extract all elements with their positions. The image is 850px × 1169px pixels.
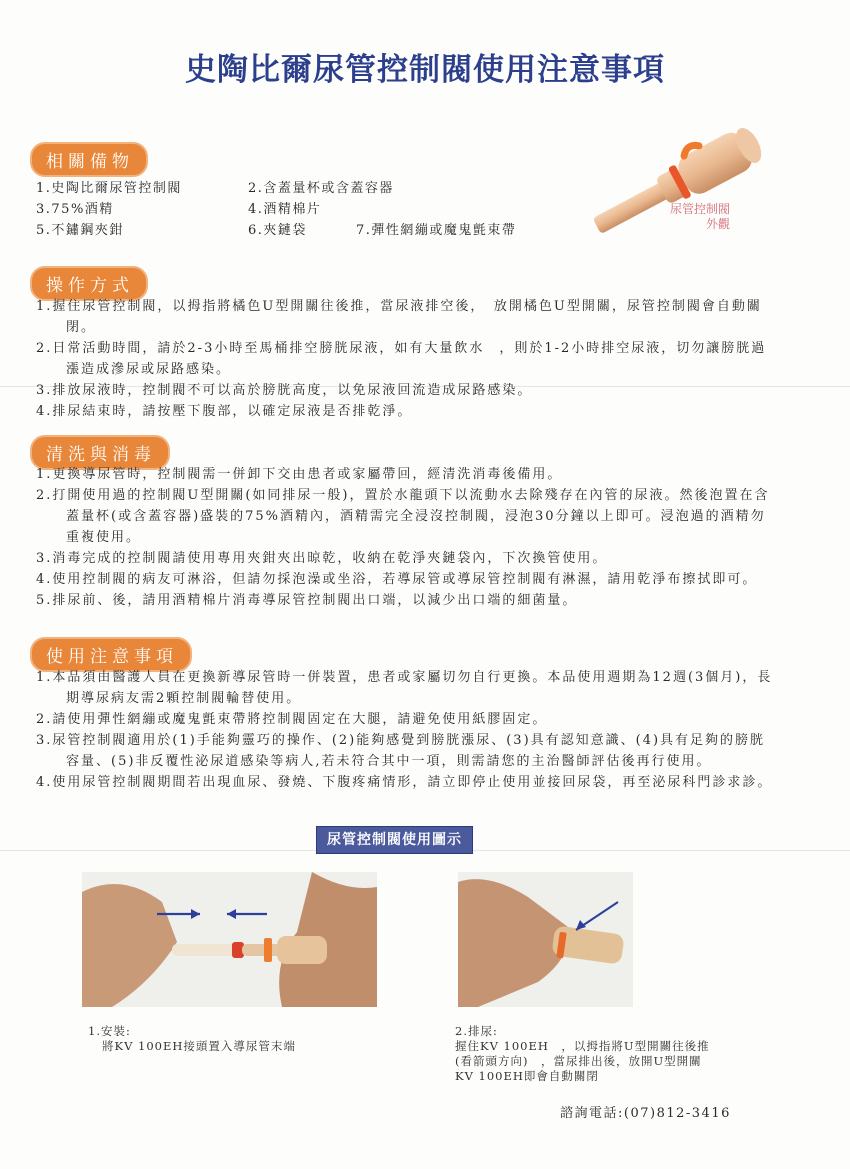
list-item: 4.使用尿管控制閥期間若出現血尿、發燒、下腹疼痛情形，請立即停止使用並接回尿袋，再至泌尿科門診求診。 bbox=[36, 775, 773, 790]
list-item: 4.排尿結束時，請按壓下腹部，以確定尿液是否排乾淨。 bbox=[36, 404, 413, 419]
related-item: 3.75%酒精 bbox=[36, 202, 114, 217]
section-label-cleaning: 清洗與消毒 bbox=[30, 435, 170, 470]
related-item: 6.夾鏈袋 bbox=[248, 223, 307, 238]
list-item: 2.請使用彈性網繃或魔鬼氈束帶將控制閥固定在大腿，請避免使用紙膠固定。 bbox=[36, 712, 548, 727]
related-row bbox=[36, 220, 516, 241]
operation-list bbox=[36, 296, 776, 422]
device-caption-line: 尿管控制閥 bbox=[669, 202, 730, 216]
section-label-notes: 使用注意事項 bbox=[30, 637, 192, 672]
step1-caption bbox=[88, 1024, 296, 1054]
notes-list bbox=[36, 667, 776, 793]
section-label-operation: 操作方式 bbox=[30, 266, 148, 301]
caption-line: 將KV 100EH接頭置入導尿管末端 bbox=[102, 1039, 296, 1053]
device-caption-line: 外觀 bbox=[705, 217, 730, 231]
device-caption bbox=[650, 202, 730, 232]
related-item: 5.不鏽鋼夾鉗 bbox=[36, 223, 124, 238]
consult-phone: 諮詢電話:(07)812-3416 bbox=[560, 1106, 731, 1121]
list-item: 5.排尿前、後，請用酒精棉片消毒導尿管控制閥出口端，以減少出口端的細菌量。 bbox=[36, 593, 578, 608]
step2-caption bbox=[455, 1024, 710, 1084]
caption-line: 1.安裝: bbox=[88, 1024, 131, 1038]
caption-line: 握住KV 100EH ，以拇指將U型開關往後推 bbox=[455, 1039, 710, 1053]
installation-photo bbox=[82, 872, 377, 1007]
page-title: 史陶比爾尿管控制閥使用注意事項 bbox=[185, 52, 665, 88]
related-row bbox=[36, 178, 516, 199]
related-item: 1.史陶比爾尿管控制閥 bbox=[36, 181, 182, 196]
list-item: 3.消毒完成的控制閥請使用專用夾鉗夾出晾乾，收納在乾淨夾鏈袋內，下次換管使用。 bbox=[36, 551, 608, 566]
caption-line: 2.排尿: bbox=[455, 1024, 498, 1038]
list-item: 3.排放尿液時，控制閥不可以高於膀胱高度，以免尿液回流造成尿路感染。 bbox=[36, 383, 533, 398]
section-label-related: 相關備物 bbox=[30, 142, 148, 177]
list-item: 1.更換導尿管時，控制閥需一併卸下交由患者或家屬帶回，經清洗消毒後備用。 bbox=[36, 467, 563, 482]
list-item: 3.尿管控制閥適用於(1)手能夠靈巧的操作、(2)能夠感覺到膀胱漲尿、(3)具有認知意識、(4)具有足夠的膀胱容量、(5)非反覆性泌尿道感染等病人,若未符合其中一項，則需請您的主治醫師評估後再行使用。 bbox=[36, 733, 766, 769]
diagram-banner: 尿管控制閥使用圖示 bbox=[316, 826, 473, 854]
related-item: 7.彈性網繃或魔鬼氈束帶 bbox=[356, 223, 517, 238]
list-item: 1.本品須由醫護人員在更換新導尿管時一併裝置，患者或家屬切勿自行更換。本品使用週期為12週(3個月)，長期導尿病友需2顆控制閥輪替使用。 bbox=[36, 670, 773, 706]
urination-photo bbox=[458, 872, 633, 1007]
caption-line: KV 100EH即會自動關閉 bbox=[455, 1069, 599, 1083]
list-item: 4.使用控制閥的病友可淋浴，但請勿採泡澡或坐浴，若導尿管或導尿管控制閥有淋濕，請用乾淨布擦拭即可。 bbox=[36, 572, 758, 587]
related-items-grid bbox=[36, 178, 516, 241]
list-item: 1.握住尿管控制閥，以拇指將橘色U型開關往後推，當尿液排空後， 放開橘色U型開關，尿管控制閥會自動關閉。 bbox=[36, 299, 762, 335]
list-item: 2.打開使用過的控制閥U型開關(如同排尿一般)，置於水龍頭下以流動水去除殘存在內管的尿液。然後泡置在含蓋量杯(或含蓋容器)盛裝的75%酒精內，酒精需完全浸沒控制閥，浸泡30分鐘以上即可。浸泡過的酒精勿重複使用。 bbox=[36, 488, 770, 545]
related-row bbox=[36, 199, 516, 220]
list-item: 2.日常活動時間，請於2-3小時至馬桶排空膀胱尿液，如有大量飲水 ，則於1-2小時排空尿液，切勿讓膀胱過漲造成滲尿或尿路感染。 bbox=[36, 341, 767, 377]
caption-line: (看箭頭方向) ，當尿排出後，放開U型開關 bbox=[455, 1054, 702, 1068]
related-item: 4.酒精棉片 bbox=[248, 202, 322, 217]
cleaning-list bbox=[36, 464, 776, 611]
related-item: 2.含蓋量杯或含蓋容器 bbox=[248, 181, 394, 196]
